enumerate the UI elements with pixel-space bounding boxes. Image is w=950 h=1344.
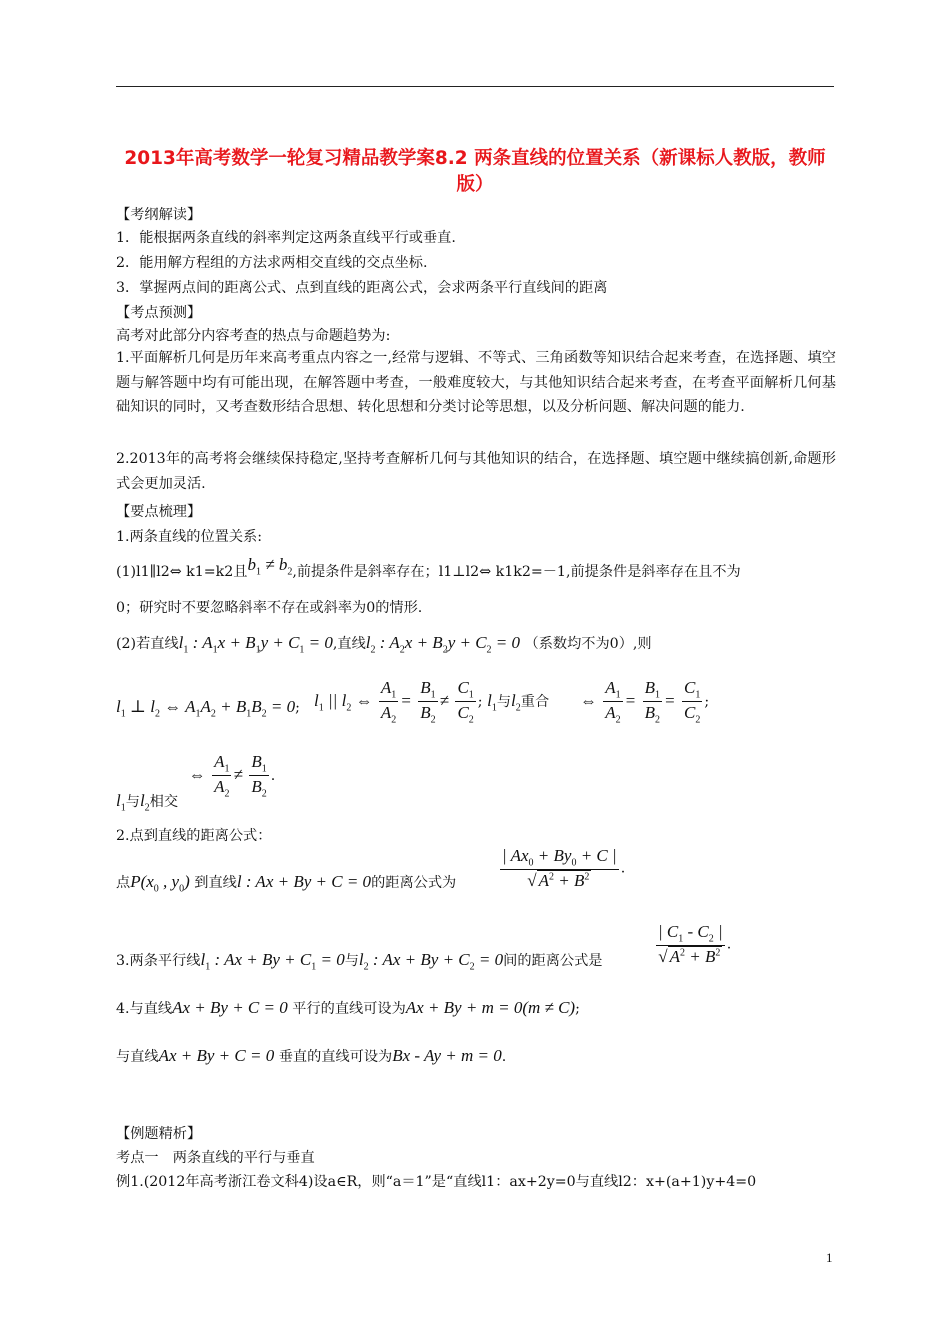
word-and-1: 与: [496, 693, 512, 710]
yd1-part-a: (1)l1∥l2⇔ k1=k2且: [116, 564, 248, 580]
yaodian-2-conditions: $l_1$ ⊥ $l_2$ ⇔ $A_1A_2 + B_1B_2 = 0$;: [116, 697, 300, 720]
kaogang-item-2: 2．能用解方程组的方法求两相交直线的交点坐标.: [116, 255, 428, 271]
formula-point-distance: $\frac{| Ax_0 + By_0 + C |}{√ A^2 + B^2}$ .: [502, 846, 626, 891]
word-intersect: 相交: [149, 793, 179, 810]
yd2-part-c: （系数均不为0）,则: [524, 636, 652, 652]
yd2-part-a: (2)若直线: [116, 636, 179, 652]
yaodian-1-line: [116, 555, 741, 588]
yaodian-2-line: [116, 633, 652, 660]
yaodian-1-title: 1.两条直线的位置关系:: [116, 529, 263, 545]
section-kaodian: 【考点预测】: [116, 305, 202, 321]
formula-parallel: $l_1$ || $l_2$ ⇔ $\frac{A_1}{A_2}$ = $\frac{B_1}{B_2}$ ≠ $\frac{C_1}{C_2}$ ; $l_1$与$l_2$重合: [314, 678, 550, 726]
word-and-2: 与: [125, 793, 140, 810]
page-number: 1: [826, 1250, 833, 1265]
word-coincide: 重合: [520, 693, 550, 710]
yd3-part-b: 到直线: [194, 875, 237, 891]
yd2-part-b: ,直线: [332, 636, 366, 652]
page-title: 2013年高考数学一轮复习精品教学案8.2 两条直线的位置关系（新课标人教版，教师版）: [124, 148, 826, 195]
yaodian-5-line: 4.与直线Ax + By + C = 0 平行的直线可设为Ax + By + m = 0(m ≠ C);: [116, 998, 580, 1017]
formula-point-p: $P(x_0$ , $y_0$): [130, 872, 190, 895]
yd6-part-b: 垂直的直线可设为: [278, 1049, 393, 1065]
kaodian-one-heading: 考点一 两条直线的平行与垂直: [116, 1150, 315, 1166]
yd5-part-b: 平行的直线可设为: [292, 1001, 406, 1017]
yaodian-3-title: 2.点到直线的距离公式：: [116, 828, 272, 844]
formula-general-line-2: Ax + By + C = 0: [158, 1046, 275, 1065]
section-yaodian: 【要点梳理】: [116, 504, 202, 520]
formula-l1-equation: $l_1$ : $A_1x + B_1y + C_1 = 0$: [178, 633, 333, 656]
section-kaogang: 【考纲解读】: [116, 207, 202, 223]
yd3-part-c: 的距离公式为: [371, 875, 457, 891]
yd6-part-a: 与直线: [116, 1049, 159, 1065]
formula-perpendicular-form: Bx - Ay + m = 0: [392, 1046, 502, 1065]
kaodian-paragraph-1: 1.平面解析几何是历年来高考重点内容之一,经常与逻辑、不等式、三角函数等知识结合起来考查，在选择题、填空题与解答题中均有可能出现，在解答题中考查，一般难度较大，与其他知识结合起来考查，在考查平面解析几何基础知识的同时，又考查数形结合思想、转化思想和分类讨论等思想，以及分析问题、解决问题的能力.: [116, 350, 836, 416]
formula-general-line-1: Ax + By + C = 0: [172, 998, 288, 1017]
yd4-part-a: 3.两条平行线: [116, 953, 201, 969]
yaodian-4-line: [116, 950, 602, 972]
yaodian-3-line: [116, 872, 456, 894]
kaodian-paragraph-2: 2.2013年的高考将会继续保持稳定,坚持考查解析几何与其他知识的结合，在选择题、填空题中继续搞创新,命题形式会更加灵活.: [116, 451, 836, 492]
formula-parallel-l2: $l_2$ : $Ax + By + C_2 = 0$: [358, 950, 504, 973]
formula-perpendicular: $l_1$ ⊥ $l_2$ ⇔ $A_1A_2 + B_1B_2 = 0$: [116, 697, 296, 720]
formula-intersect: $l_1$与$l_2$相交 ⇔ $\frac{A_1}{A_2}$ ≠ $\frac{B_1}{B_2}$ .: [116, 752, 276, 814]
kaogang-item-3: 3．掌握两点间的距离公式、点到直线的距离公式，会求两条平行直线间的距离: [116, 280, 608, 296]
formula-l2-equation: $l_2$ : $A_2x + B_2y + C_2 = 0$: [365, 633, 521, 656]
yd1-part-b: ,前提条件是斜率存在；l1⊥l2⇔ k1k2=－1,前提条件是斜率存在且不为: [292, 564, 741, 580]
formula-parallel-form: Ax + By + m = 0(m ≠ C): [405, 998, 576, 1017]
section-liti: 【例题精析】: [116, 1126, 202, 1142]
yd4-part-c: 间的距离公式是: [503, 953, 603, 969]
example-1: 例1.(2012年高考浙江卷文科4)设a∈R，则“a＝1”是“直线l1：ax+2y=0与直线l2：x+(a+1)y+4=0: [116, 1174, 757, 1190]
yd4-part-b: 与: [344, 953, 359, 969]
formula-line-l: l : Ax + By + C = 0: [236, 872, 372, 891]
yaodian-6-line: 与直线Ax + By + C = 0 垂直的直线可设为Bx - Ay + m = 0.: [116, 1046, 507, 1065]
kaogang-item-1: 1．能根据两条直线的斜率判定这两条直线平行或垂直.: [116, 230, 456, 246]
formula-coincide: ⇔ $\frac{A_1}{A_2}$ = $\frac{B_1}{B_2}$ = $\frac{C_1}{C_2}$ ;: [580, 678, 710, 726]
header-rule: [116, 86, 834, 87]
yd3-part-a: 点: [116, 875, 131, 891]
kaodian-intro: 高考对此部分内容考查的热点与命题趋势为:: [116, 328, 391, 344]
formula-parallel-distance: $\frac{| C_1 - C_2 |}{√ A^2 + B^2}$ .: [658, 922, 732, 967]
formula-b1-neq-b2: $b_1 \ne b_2$: [247, 555, 293, 578]
yd5-part-a: 4.与直线: [116, 1001, 173, 1017]
yaodian-1-note: 0；研究时不要忽略斜率不存在或斜率为0的情形.: [116, 600, 423, 616]
formula-parallel-l1: $l_1$ : $Ax + By + C_1 = 0$: [200, 950, 345, 973]
